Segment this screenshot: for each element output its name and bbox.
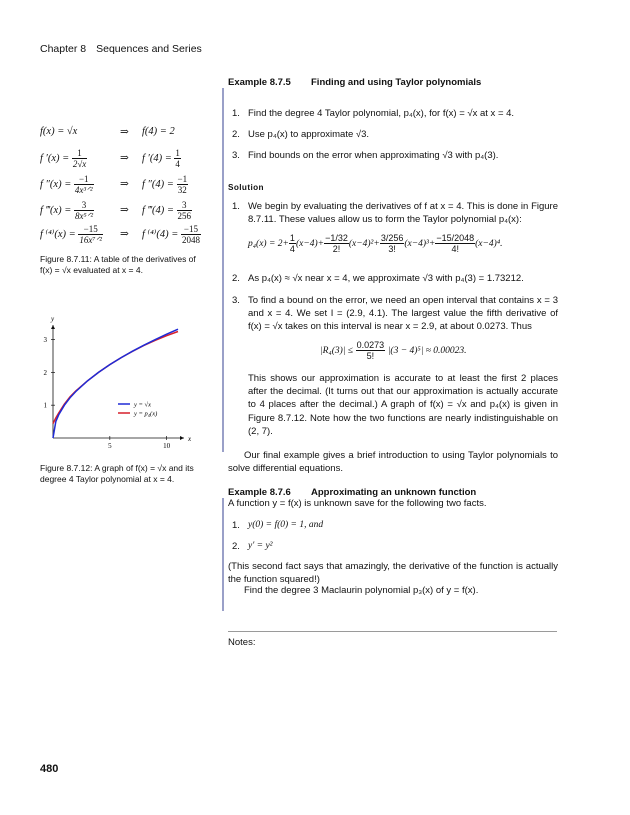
x-axis-label: x <box>188 435 192 443</box>
series-line-sqrt <box>53 329 178 438</box>
x-axis-arrow <box>180 436 184 440</box>
table-row: f ⁽⁴⁾(x) = $\frac{-15}{\text{16x⁷ᐟ²}}$ <box>40 224 102 245</box>
implies-arrow: ⇒ <box>120 153 129 164</box>
figure-8712-caption: Figure 8.7.12: A graph of f(x) = √x and its degree 4 Taylor polynomial at x = 4. <box>40 463 194 484</box>
example-876-bar <box>222 498 224 611</box>
x-tick-label: 5 <box>108 442 112 450</box>
table-cell: f ″(4) = $\frac{-1}{32}$ <box>142 174 188 195</box>
chapter-label: Chapter 8 <box>40 43 87 55</box>
legend-entry: y = p₄(x) <box>134 410 158 418</box>
y-axis-arrow <box>51 325 55 329</box>
legend-entry: y = √x <box>134 401 151 409</box>
implies-arrow: ⇒ <box>120 127 129 138</box>
example-876-task: Find the degree 3 Maclaurin polynomial p₃(x) of y = f(x). <box>244 585 479 596</box>
example-876-intro: A function y = f(x) is unknown save for the following two facts. <box>228 498 487 509</box>
example-876-title: Approximating an unknown function <box>311 487 477 498</box>
closing-paragraph: Our final example gives a brief introduction to using Taylor polynomials to solve differential equations. <box>228 450 558 475</box>
table-cell: f(4) = 2 <box>142 126 175 137</box>
table-row: f(x) = √x <box>40 126 78 137</box>
implies-arrow: ⇒ <box>120 229 129 240</box>
table-row: f ′(x) = $\frac{1}{2√x}$ <box>40 148 87 169</box>
implies-arrow: ⇒ <box>120 205 129 216</box>
notes-label: Notes: <box>228 637 256 648</box>
error-bound: |R₄(3)| ≤ $\frac{0.0273}{5!}$ |(3 − 4)⁵| ≈ 0.00023. <box>320 340 467 361</box>
y-tick-label: 1 <box>43 401 47 410</box>
x-tick-label: 10 <box>163 442 171 450</box>
taylor-graph <box>38 315 198 460</box>
table-cell: f ⁽⁴⁾(4) = $\frac{-15}{2048}$ <box>142 224 200 245</box>
solution-1: 1. We begin by evaluating the derivatives of f at x = 4. This is done in Figure 8.7.11. These values allow us to form the Taylor polynomial p₄(x): <box>232 201 558 226</box>
notes-rule <box>228 631 557 632</box>
implies-arrow: ⇒ <box>120 179 129 190</box>
series-line-p4 <box>53 332 178 424</box>
figure-8711-caption: Figure 8.7.11: A table of the derivatives of f(x) = √x evaluated at x = 4. <box>40 254 196 275</box>
running-header <box>40 43 202 55</box>
y-tick-label: 2 <box>43 368 47 377</box>
example-876-label: Example 8.7.6 <box>228 487 291 498</box>
table-row: f ″(x) = $\frac{-1}{\text{4x³ᐟ²}}$ <box>40 174 93 195</box>
example-876-note: (This second fact says that amazingly, the derivative of the function is actually the function squared!) <box>228 561 558 586</box>
example-875-bar <box>222 88 224 452</box>
example-875-title: Finding and using Taylor polynomials <box>311 77 482 88</box>
y-axis-label: y <box>51 315 55 323</box>
y-tick-label: 3 <box>43 336 47 345</box>
solution-label: Solution <box>228 183 264 192</box>
example-875-label: Example 8.7.5 <box>228 77 291 88</box>
page-number: 480 <box>40 763 59 775</box>
table-cell: f ′(4) = $\frac{1}{4}$ <box>142 148 180 169</box>
solution-3: 3. To find a bound on the error, we need an open interval that contains x = 3 and x = 4. We set I = (2.9, 4.1). The largest value the fifth derivative of f(x) = √x takes on this interval is near x = 2.9, at about 0.0273. Thus <box>232 295 558 333</box>
error-conclusion: This shows our approximation is accurate to at least the first 2 places after the decimal. (It turns out that our approximation is actually accurate to 4 places after the decimal.) A graph of f(x) = √x and p₄(x) is given in Figure 8.7.12. Note how the two functions are nearly indistinguishable on (2, 7). <box>248 373 558 437</box>
table-row: f ‴(x) = $\frac{3}{\text{8x⁵ᐟ²}}$ <box>40 200 94 221</box>
taylor-polynomial: p₄(x) = 2+ $\frac{1}{4}$ (x−4)+ $\frac{-1/32}{2!}$ (x−4)²+ $\frac{3/256}{3!}$ (x−4)³+ $\frac{-15/2048}{4!}$ (x−4)⁴. <box>248 233 503 254</box>
section-label: Sequences and Series <box>96 43 202 55</box>
table-cell: f ‴(4) = $\frac{3}{256}$ <box>142 200 192 221</box>
